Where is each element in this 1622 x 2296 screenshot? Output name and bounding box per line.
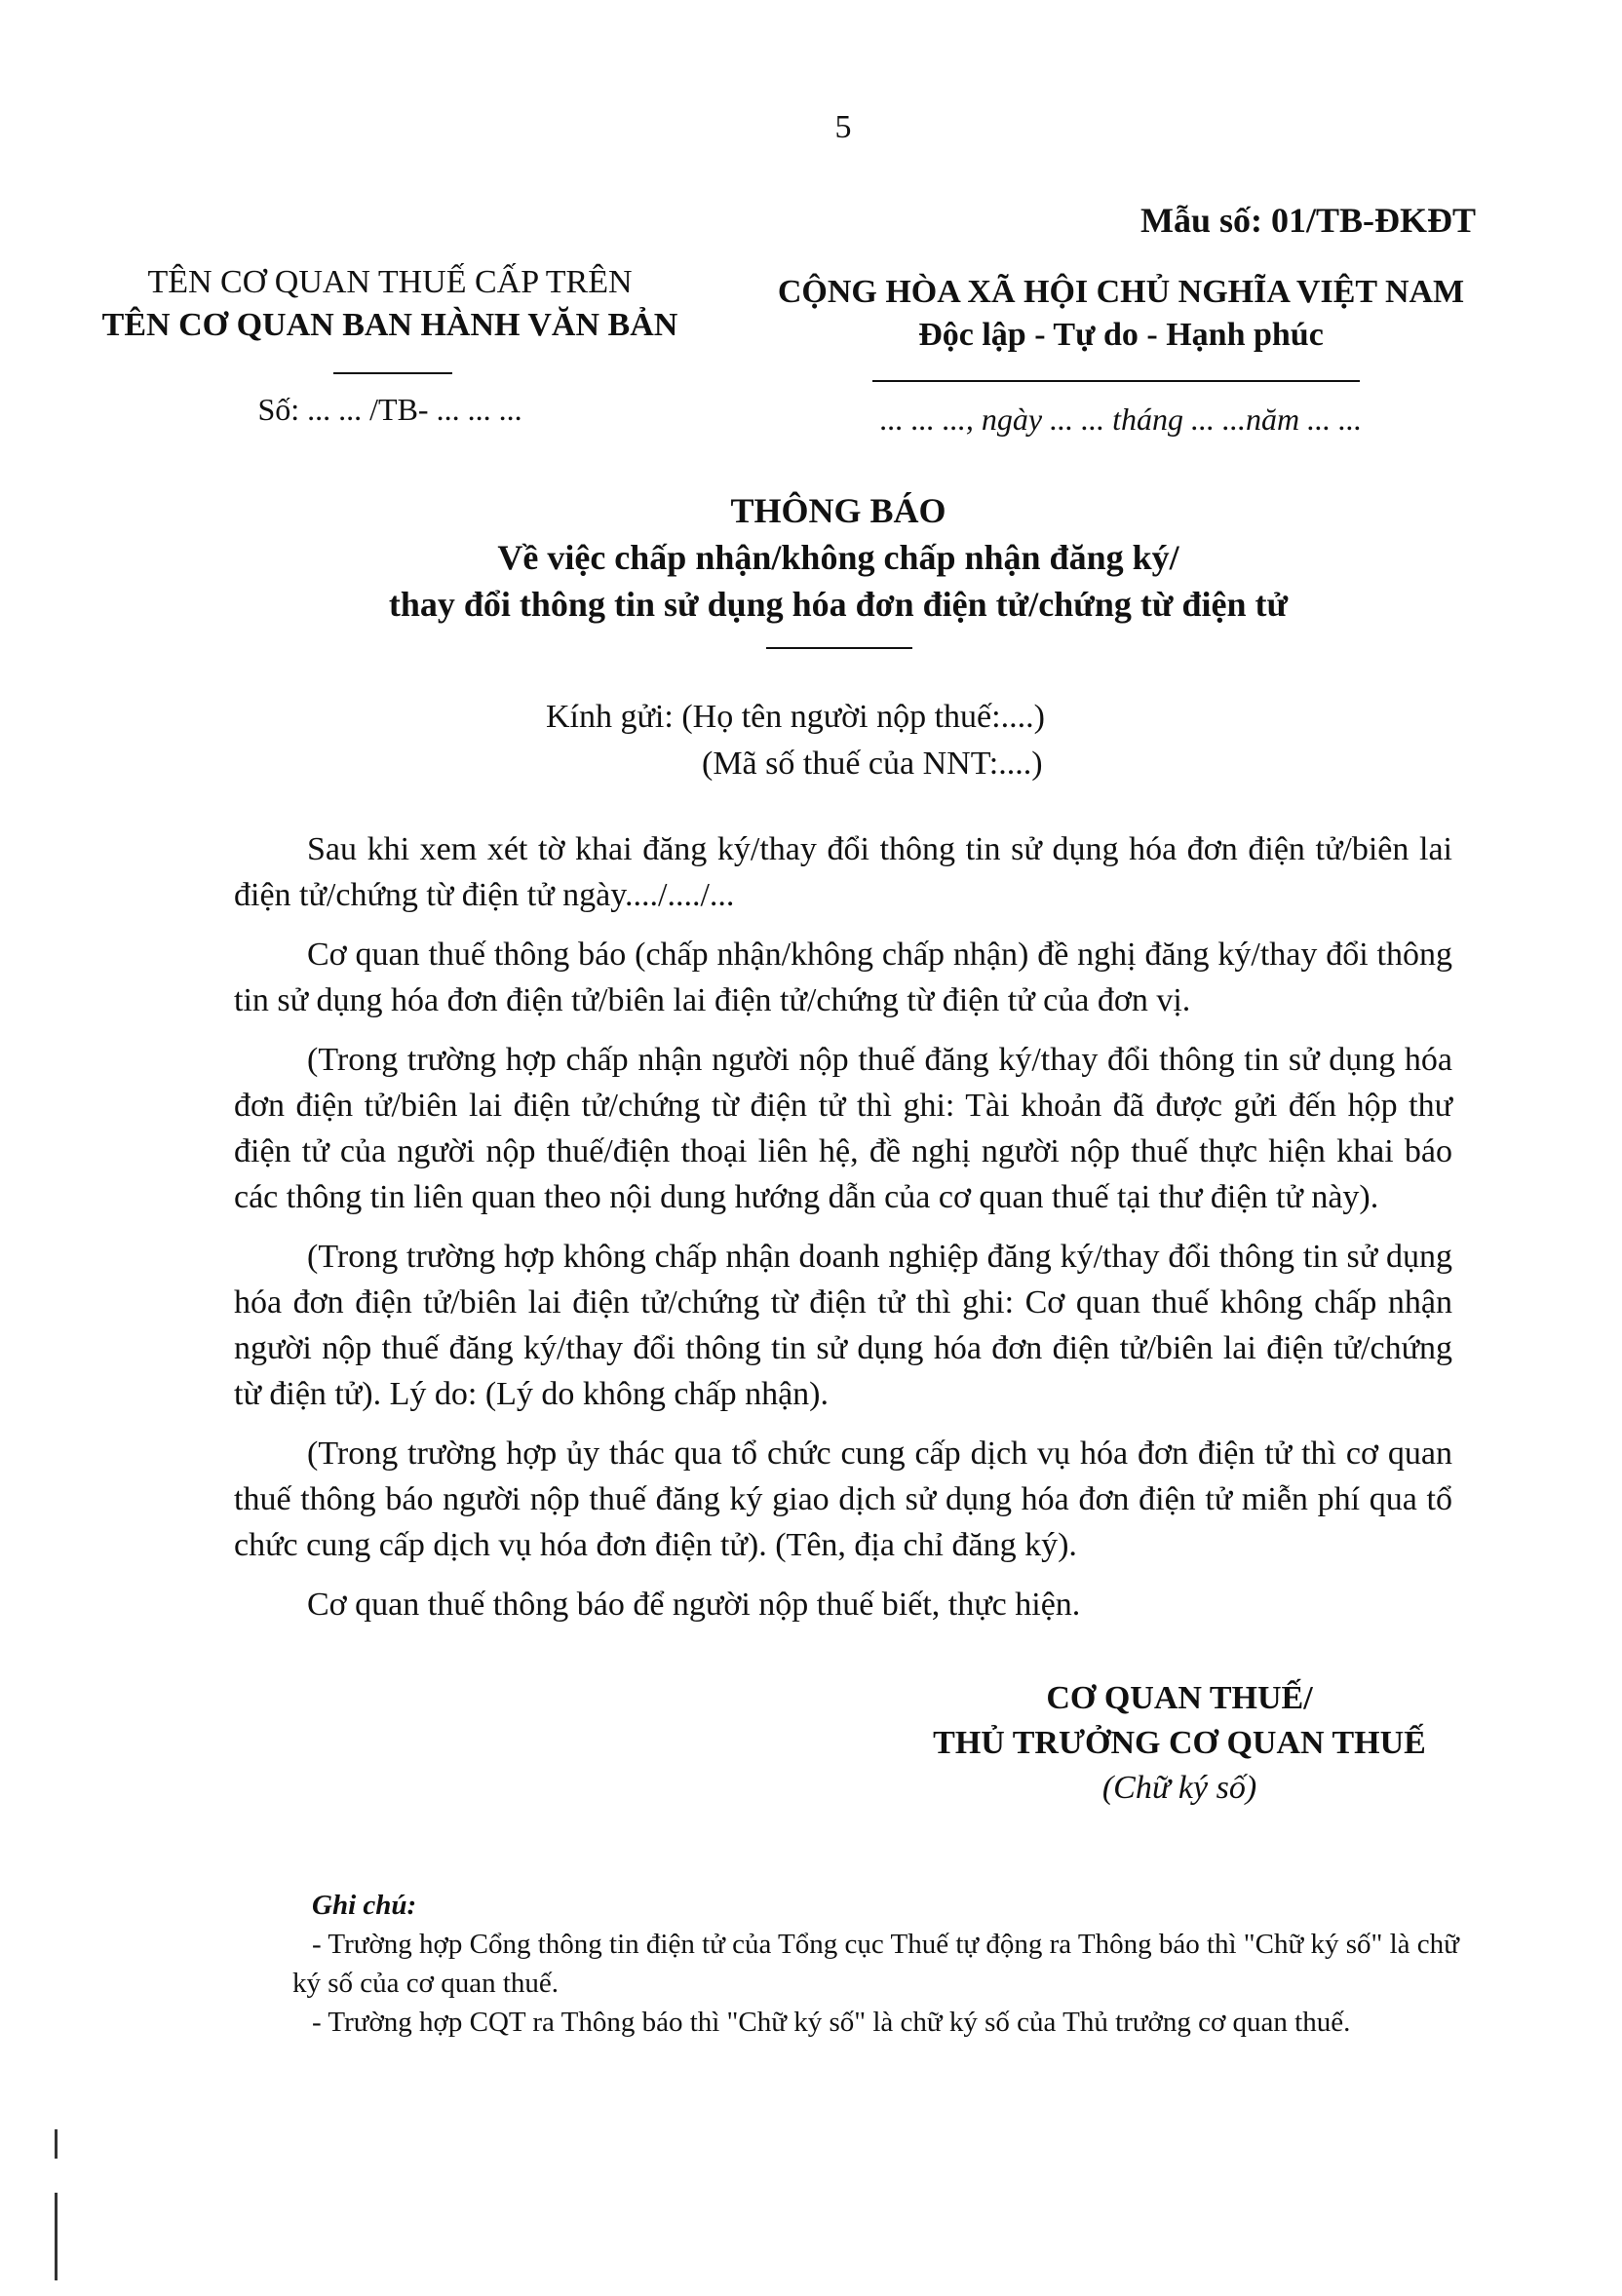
country-name: CỘNG HÒA XÃ HỘI CHỦ NGHĨA VIỆT NAM: [777, 274, 1465, 310]
signer-title: THỦ TRƯỞNG CƠ QUAN THUẾ: [933, 1725, 1426, 1761]
motto: Độc lập - Tự do - Hạnh phúc: [918, 317, 1324, 353]
recipient-name: Kính gửi: (Họ tên người nộp thuế:....): [546, 699, 1045, 735]
body-paragraph-1: Sau khi xem xét tờ khai đăng ký/thay đổi thông tin sử dụng hóa đơn điện tử/biên lai điện tử/chứng từ điện tử ngày..../..../...: [234, 831, 1452, 913]
body-paragraph-4: (Trong trường hợp không chấp nhận doanh nghiệp đăng ký/thay đổi thông tin sử dụng hóa đơn điện tử/biên lai điện tử/chứng từ điện tử thì ghi: Cơ quan thuế không chấp nhận người nộp thuế đăng ký/thay đổi thông tin sử dụng hóa đơn điện tử/biên lai điện tử/chứng từ điện tử). Lý do: (Lý do không chấp nhận).: [234, 1239, 1452, 1412]
body-text: [234, 826, 1452, 1641]
note-item-2: - Trường hợp CQT ra Thông báo thì "Chữ ký số" là chữ ký số của Thủ trưởng cơ quan thuế.: [312, 2007, 1351, 2038]
body-paragraph-2: Cơ quan thuế thông báo (chấp nhận/không chấp nhận) đề nghị đăng ký/thay đổi thông tin sử dụng hóa đơn điện tử/biên lai điện tử/chứng từ điện tử của đơn vị.: [234, 937, 1452, 1018]
form-code: Mẫu số: 01/TB-ĐKĐT: [1139, 201, 1476, 240]
scan-margin-mark: [55, 2193, 58, 2280]
notes-section: [292, 1886, 1462, 2042]
document-title: [156, 487, 1521, 628]
digital-signature-note: (Chữ ký số): [1101, 1770, 1257, 1806]
motto-underline: [872, 380, 1360, 382]
title-subject-line2: thay đổi thông tin sử dụng hóa đơn điện tử/chứng từ điện tử: [388, 585, 1289, 624]
note-item-1: - Trường hợp Cổng thông tin điện tử của Tổng cục Thuế tự động ra Thông báo thì "Chữ ký số" là chữ ký số của cơ quan thuế.: [292, 1929, 1459, 1999]
national-motto-header: [741, 271, 1501, 357]
body-paragraph-3: (Trong trường hợp chấp nhận người nộp thuế đăng ký/thay đổi thông tin sử dụng hóa đơn điện tử/biên lai điện tử/chứng từ điện tử thì ghi: Tài khoản đã được gửi đến hộp thư điện tử của người nộp thuế/điện thoại liên hệ, đề nghị người nộp thuế thực hiện khai báo các thông tin liên quan theo nội dung hướng dẫn của cơ quan thuế tại thư điện tử này).: [234, 1042, 1452, 1215]
document-number: Số: ... ... /TB- ... ... ...: [257, 392, 522, 427]
agency-underline: [333, 372, 452, 374]
signature-block: [809, 1676, 1550, 1811]
superior-agency-name: TÊN CƠ QUAN THUẾ CẤP TRÊN: [147, 264, 633, 300]
scan-margin-mark: [55, 2129, 58, 2159]
issuing-agency-name: TÊN CƠ QUAN BAN HÀNH VĂN BẢN: [101, 307, 678, 343]
title-subject-line1: Về việc chấp nhận/không chấp nhận đăng ký/: [497, 538, 1179, 577]
page-number: 5: [834, 109, 852, 145]
signer-agency: CƠ QUAN THUẾ/: [1046, 1680, 1313, 1716]
notes-heading: Ghi chú:: [312, 1890, 417, 1921]
recipient-tax-code: (Mã số thuế của NNT:....): [702, 746, 1043, 782]
recipient-block: [546, 694, 1045, 787]
title-main: THÔNG BÁO: [730, 491, 946, 530]
body-paragraph-5: (Trong trường hợp ủy thác qua tổ chức cung cấp dịch vụ hóa đơn điện tử thì cơ quan thuế thông báo người nộp thuế đăng ký giao dịch sử dụng hóa đơn điện tử miễn phí qua tổ chức cung cấp dịch vụ hóa đơn điện tử). (Tên, địa chỉ đăng ký).: [234, 1435, 1452, 1563]
title-underline: [766, 647, 912, 649]
body-paragraph-6: Cơ quan thuế thông báo để người nộp thuế biết, thực hiện.: [307, 1587, 1081, 1623]
issuing-agency-header: [78, 261, 702, 347]
place-date-line: ... ... ..., ngày ... ... tháng ... ...năm ... ...: [879, 402, 1363, 437]
